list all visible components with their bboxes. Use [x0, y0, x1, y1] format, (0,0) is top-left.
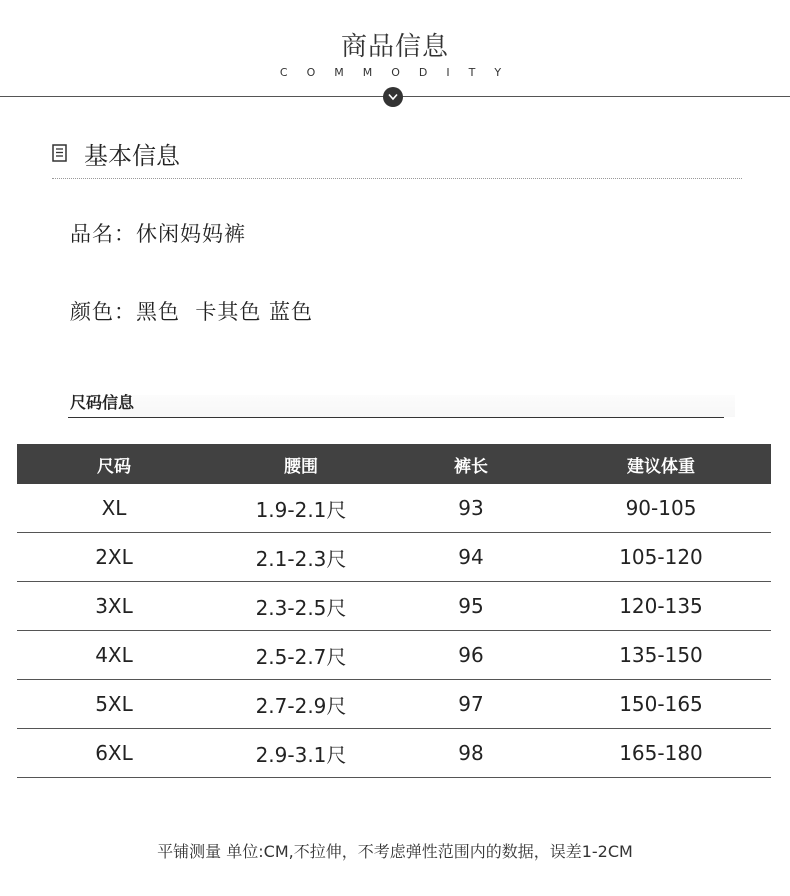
- cell-waist: 2.1-2.3尺: [211, 533, 391, 582]
- table-header-row: [17, 444, 771, 484]
- cell-weight: 150-165: [551, 680, 771, 729]
- page-title: 商品信息: [340, 32, 449, 62]
- size-table: [17, 444, 771, 778]
- dotted-divider: [52, 178, 742, 179]
- cell-weight: 90-105: [551, 484, 771, 533]
- cell-length: 97: [391, 680, 551, 729]
- header-size: 尺码: [17, 444, 211, 484]
- cell-length: 94: [391, 533, 551, 582]
- section-title: 基本信息: [84, 142, 180, 170]
- cell-waist: 2.7-2.9尺: [211, 680, 391, 729]
- size-section-divider: [68, 417, 724, 418]
- cell-waist: 1.9-2.1尺: [211, 484, 391, 533]
- cell-length: 93: [391, 484, 551, 533]
- size-label-shadow: [120, 395, 735, 417]
- cell-size: 3XL: [17, 582, 211, 631]
- table-row: [17, 631, 771, 680]
- cell-weight: 105-120: [551, 533, 771, 582]
- cell-waist: 2.3-2.5尺: [211, 582, 391, 631]
- size-section-label: 尺码信息: [70, 393, 135, 412]
- cell-weight: 165-180: [551, 729, 771, 778]
- cell-length: 96: [391, 631, 551, 680]
- product-colors: 颜色：黑色 卡其色 蓝色: [70, 300, 314, 324]
- header-waist: 腰围: [211, 444, 391, 484]
- cell-length: 95: [391, 582, 551, 631]
- cell-size: 4XL: [17, 631, 211, 680]
- table-row: [17, 729, 771, 778]
- cell-weight: 120-135: [551, 582, 771, 631]
- cell-size: 5XL: [17, 680, 211, 729]
- cell-waist: 2.9-3.1尺: [211, 729, 391, 778]
- cell-size: 2XL: [17, 533, 211, 582]
- product-name: 品名：休闲妈妈裤: [70, 222, 246, 246]
- chevron-down-icon: [383, 87, 403, 107]
- cell-waist: 2.5-2.7尺: [211, 631, 391, 680]
- table-row: [17, 533, 771, 582]
- cell-weight: 135-150: [551, 631, 771, 680]
- cell-size: XL: [17, 484, 211, 533]
- measurement-note: 平铺测量 单位:CM,不拉伸，不考虑弹性范围内的数据，误差1-2CM: [157, 842, 633, 861]
- header-weight: 建议体重: [551, 444, 771, 484]
- table-row: [17, 484, 771, 533]
- cell-length: 98: [391, 729, 551, 778]
- page-subtitle: COMMODITY: [279, 66, 521, 79]
- header-length: 裤长: [391, 444, 551, 484]
- document-icon: [52, 144, 68, 162]
- cell-size: 6XL: [17, 729, 211, 778]
- table-row: [17, 582, 771, 631]
- table-row: [17, 680, 771, 729]
